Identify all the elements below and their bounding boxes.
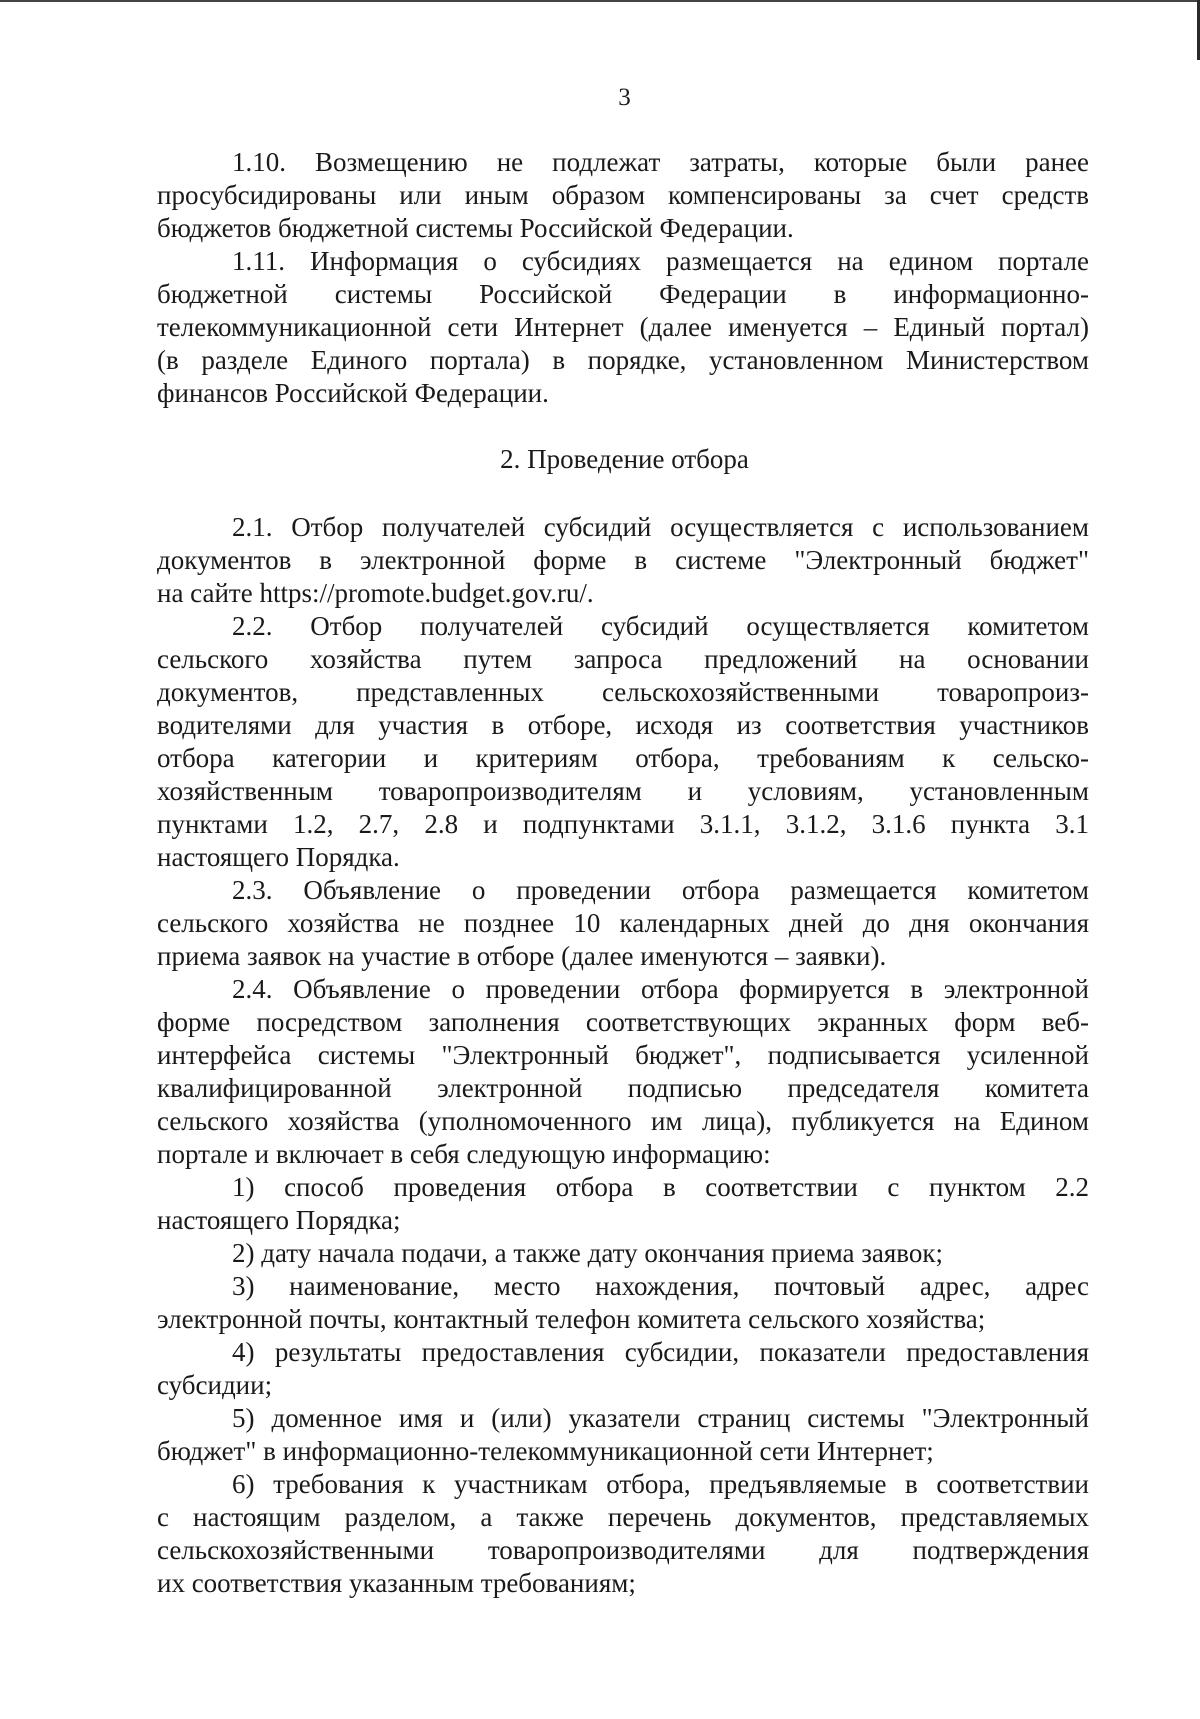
paragraph-2-4-line: 2.4. Объявление о проведении отбора формируется в электронной <box>232 974 1089 1004</box>
list-item-1-line: настоящего Порядка; <box>157 1205 401 1235</box>
paragraph-2-2-line: сельского хозяйства путем запроса предложений на основании <box>157 644 1089 674</box>
paragraph-1-11-line: 1.11. Информация о субсидиях размещается на едином портале <box>232 246 1089 276</box>
list-item-6-line: с настоящим разделом, а также перечень документов, представляемых <box>157 1502 1089 1532</box>
paragraph-2-1-line: на сайте https://promote.budget.gov.ru/. <box>157 578 594 608</box>
paragraph-1-10-line: просубсидированы или иным образом компенсированы за счет средств <box>157 180 1089 210</box>
paragraph-2-3-line: сельского хозяйства не позднее 10 календарных дней до дня окончания <box>157 908 1089 938</box>
paragraph-2-3-line: приема заявок на участие в отборе (далее именуются – заявки). <box>157 941 887 971</box>
list-item-6-line: сельскохозяйственными товаропроизводителями для подтверждения <box>157 1535 1089 1565</box>
paragraph-2-3-line: 2.3. Объявление о проведении отбора размещается комитетом <box>232 875 1089 905</box>
paragraph-2-2-line: документов, представленных сельскохозяйственными товаропроиз- <box>157 677 1089 707</box>
paragraph-2-2-line: настоящего Порядка. <box>157 842 400 872</box>
paragraph-2-1-line: документов в электронной форме в системе "Электронный бюджет" <box>157 545 1089 575</box>
paragraph-1-11-line: финансов Российской Федерации. <box>157 378 549 408</box>
scan-corner-mark <box>1186 0 1200 60</box>
paragraph-2-2-line: отбора категории и критериям отбора, требованиям к сельско- <box>157 743 1089 773</box>
scan-top-edge <box>0 0 1200 2</box>
paragraph-1-10-line: 1.10. Возмещению не подлежат затраты, которые были ранее <box>232 147 1089 177</box>
paragraph-2-1-line: 2.1. Отбор получателей субсидий осуществляется с использованием <box>232 512 1089 542</box>
paragraph-1-11-line: телекоммуникационной сети Интернет (далее именуется – Единый портал) <box>157 312 1089 342</box>
paragraph-1-10-line: бюджетов бюджетной системы Российской Федерации. <box>157 213 794 243</box>
list-item-3-line: 3) наименование, место нахождения, почтовый адрес, адрес <box>232 1271 1089 1301</box>
paragraph-2-2-line: водителями для участия в отборе, исходя из соответствия участников <box>157 710 1089 740</box>
list-item-2-line: 2) дату начала подачи, а также дату окончания приема заявок; <box>232 1238 943 1268</box>
paragraph-2-4-line: форме посредством заполнения соответствующих экранных форм веб- <box>157 1007 1089 1037</box>
paragraph-2-2-line: хозяйственным товаропроизводителям и условиям, установленным <box>157 776 1089 806</box>
paragraph-2-2-line: 2.2. Отбор получателей субсидий осуществляется комитетом <box>232 611 1089 641</box>
list-item-6-line: 6) требования к участникам отбора, предъявляемые в соответствии <box>232 1469 1089 1499</box>
list-item-4-line: 4) результаты предоставления субсидии, показатели предоставления <box>232 1337 1089 1367</box>
list-item-5-line: 5) доменное имя и (или) указатели страниц системы "Электронный <box>232 1403 1089 1433</box>
paragraph-2-4-line: интерфейса системы "Электронный бюджет", подписывается усиленной <box>157 1040 1089 1070</box>
list-item-5-line: бюджет" в информационно-телекоммуникационной сети Интернет; <box>157 1436 934 1466</box>
paragraph-1-11-line: (в разделе Единого портала) в порядке, установленном Министерством <box>157 345 1089 375</box>
list-item-1-line: 1) способ проведения отбора в соответствии с пунктом 2.2 <box>232 1172 1089 1202</box>
paragraph-2-2-line: пунктами 1.2, 2.7, 2.8 и подпунктами 3.1.1, 3.1.2, 3.1.6 пункта 3.1 <box>157 809 1089 839</box>
paragraph-2-4-line: квалифицированной электронной подписью председателя комитета <box>157 1073 1089 1103</box>
list-item-3-line: электронной почты, контактный телефон комитета сельского хозяйства; <box>157 1304 986 1334</box>
paragraph-1-11-line: бюджетной системы Российской Федерации в информационно- <box>157 279 1089 309</box>
paragraph-2-4-line: сельского хозяйства (уполномоченного им лица), публикуется на Едином <box>157 1106 1089 1136</box>
list-item-4-line: субсидии; <box>157 1370 273 1400</box>
paragraph-2-4-line: портале и включает в себя следующую информацию: <box>157 1139 771 1169</box>
section-heading: 2. Проведение отбора <box>500 444 749 474</box>
page-number: 3 <box>618 84 631 111</box>
list-item-6-line: их соответствия указанным требованиям; <box>157 1568 636 1598</box>
